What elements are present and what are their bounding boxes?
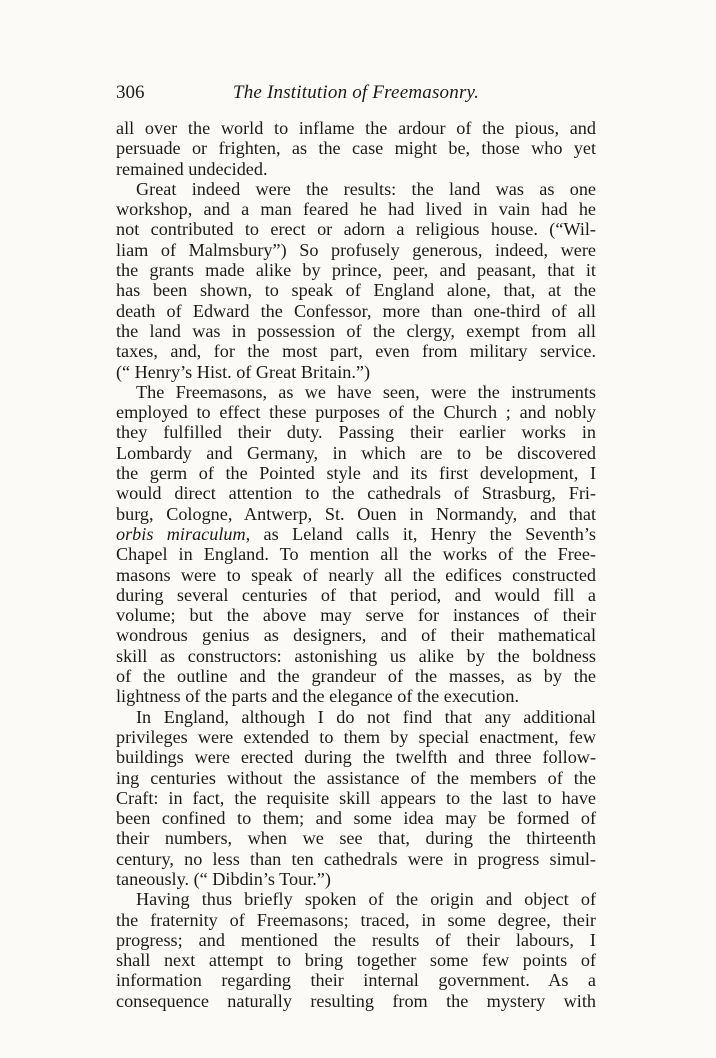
text-line: (“ Henry’s Hist. of Great Britain.”) <box>116 361 371 382</box>
text-line: volume; but the above may serve for instances of their <box>116 605 596 626</box>
text-line: Having thus briefly spoken of the origin and object of <box>136 889 596 910</box>
text-line: of the outline and the grandeur of the masses, as by the <box>116 666 596 687</box>
text-line: liam of Malmsbury”) So profusely generous, indeed, were <box>116 239 596 260</box>
text-line: Craft: in fact, the requisite skill appears to the last to have <box>116 787 596 808</box>
text-line: progress; and mentioned the results of their labours, I <box>116 929 596 950</box>
text-line: ing centuries without the assistance of the members of the <box>116 767 596 788</box>
text-line: Chapel in England. To mention all the works of the Free- <box>116 544 596 565</box>
text-line: Lombardy and Germany, in which are to be discovered <box>116 442 596 463</box>
text-line: the germ of the Pointed style and its first development, I <box>116 463 596 484</box>
text-line: privileges were extended to them by special enactment, few <box>116 726 596 747</box>
text-line: Great indeed were the results: the land was as one <box>136 178 596 199</box>
text-line: consequence naturally resulting from the mystery with <box>116 990 596 1011</box>
text-line: been confined to them; and some idea may be formed of <box>116 808 596 829</box>
page-header <box>116 82 596 108</box>
text-line: taxes, and, for the most part, even from military service. <box>116 341 596 362</box>
text-line: The Freemasons, as we have seen, were the instruments <box>136 381 596 402</box>
text-line: skill as constructors: astonishing us alike by the boldness <box>116 645 596 666</box>
text-line: lightness of the parts and the elegance of the execution. <box>116 686 520 707</box>
text-line: their numbers, when we see that, during the thirteenth <box>116 828 596 849</box>
text-line: they fulfilled their duty. Passing their earlier works in <box>116 422 596 443</box>
text-line: the land was in possession of the clergy, exempt from all <box>116 320 596 341</box>
text-line: masons were to speak of nearly all the edifices constructed <box>116 564 596 585</box>
text-line: century, no less than ten cathedrals were in progress simul- <box>116 848 596 869</box>
text-line: shall next attempt to bring together some few points of <box>116 950 596 971</box>
body-text <box>116 118 596 1011</box>
text-line: the fraternity of Freemasons; traced, in some degree, their <box>116 909 596 930</box>
text-line <box>116 524 596 544</box>
text-line: has been shown, to speak of England alone, that, at the <box>116 280 596 301</box>
text-line: not contributed to erect or adorn a religious house. (“Wil- <box>116 219 596 240</box>
text-line: persuade or frighten, as the case might be, those who yet <box>116 138 596 159</box>
text-line: during several centuries of that period, and would fill a <box>116 584 596 605</box>
italic-phrase: orbis miraculum, <box>116 523 251 544</box>
text-line: taneously. (“ Dibdin’s Tour.”) <box>116 868 331 889</box>
text-line-rest: as Leland calls it, Henry the Seventh’s <box>250 523 596 544</box>
page-number: 306 <box>116 82 145 103</box>
text-line: buildings were erected during the twelfth and three follow- <box>116 747 596 768</box>
text-line: burg, Cologne, Antwerp, St. Ouen in Normandy, and that <box>116 503 596 524</box>
text-line: employed to effect these purposes of the Church ; and nobly <box>116 402 596 423</box>
text-line: all over the world to inflame the ardour of the pious, and <box>116 118 596 138</box>
text-line: remained undecided. <box>116 158 268 179</box>
running-title: The Institution of Freemasonry. <box>232 82 480 103</box>
text-line: wondrous genius as designers, and of their mathematical <box>116 625 596 646</box>
text-line: information regarding their internal government. As a <box>116 970 596 991</box>
text-line: In England, although I do not find that any additional <box>136 706 596 727</box>
text-line: workshop, and a man feared he had lived in vain had he <box>116 199 596 220</box>
text-line: death of Edward the Confessor, more than one-third of all <box>116 300 596 321</box>
text-line: would direct attention to the cathedrals of Strasburg, Fri- <box>116 483 596 504</box>
text-line: the grants made alike by prince, peer, and peasant, that it <box>116 260 596 281</box>
